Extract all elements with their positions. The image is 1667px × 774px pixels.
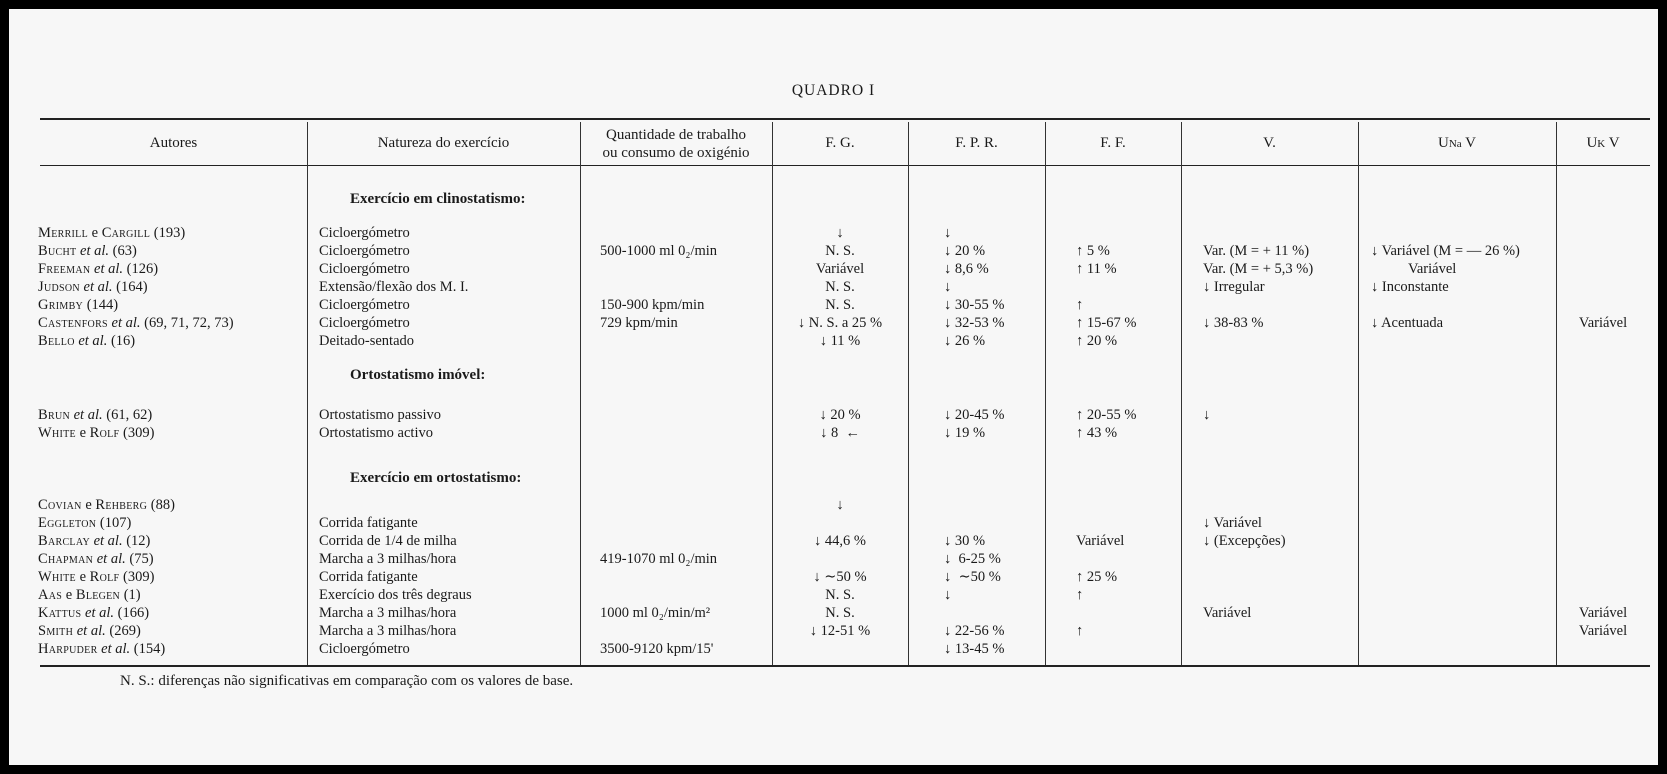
author-etal: et al.	[79, 279, 113, 295]
author-ref: (193)	[150, 225, 186, 241]
author-ref: (1)	[120, 587, 141, 603]
table-title: QUADRO I	[791, 82, 876, 99]
cell-v: ↓	[1203, 407, 1211, 423]
author-join: e	[75, 569, 90, 585]
author-cell	[38, 641, 165, 658]
author-ref: (61, 62)	[102, 407, 153, 423]
author-cell	[38, 315, 234, 332]
cell-fg: ↓ 12-51 %	[809, 623, 871, 639]
cell-una: ↓ Acentuada	[1371, 315, 1444, 331]
author-cell	[38, 407, 152, 424]
cell-uk: Variável	[1578, 315, 1628, 331]
header-autores: Autores	[149, 135, 198, 151]
cell-qty: 3500-9120 kpm/15'	[600, 641, 714, 657]
cell-fpr: ↓	[944, 279, 952, 295]
col-divider	[908, 122, 909, 665]
cell-ex: Cicloergómetro	[319, 261, 410, 277]
author-join: e	[81, 497, 96, 513]
cell-fg: ↓	[836, 225, 844, 241]
cell-v: ↓ Variável	[1203, 515, 1262, 531]
section-heading: Exercício em ortostatismo:	[350, 470, 522, 486]
cell-ff: ↑ 25 %	[1076, 569, 1118, 585]
cell-fpr: ↓ 26 %	[944, 333, 986, 349]
cell-fg: ↓	[836, 497, 844, 513]
author-join: e	[62, 587, 76, 603]
cell-fpr: ↓ 13-45 %	[944, 641, 1005, 657]
author-cell	[38, 225, 185, 242]
author-etal: et al.	[93, 551, 126, 567]
header-quantidade-line1: Quantidade de trabalho	[606, 127, 746, 143]
cell-fg: ↓ 11 %	[819, 333, 861, 349]
cell-fpr: ↓ 22-56 %	[944, 623, 1005, 639]
author-name: Bucht	[38, 243, 77, 259]
cell-fpr: ↓	[944, 587, 952, 603]
author-join: e	[88, 225, 102, 241]
author-cell	[38, 279, 148, 296]
cell-ff: ↑ 5 %	[1076, 243, 1110, 259]
author-cell	[38, 569, 154, 586]
cell-ex: Cicloergómetro	[319, 297, 410, 313]
bottom-rule	[40, 665, 1650, 667]
author-ref: (12)	[122, 533, 151, 549]
cell-fpr: ↓ 19 %	[944, 425, 986, 441]
cell-ex: Exercício dos três degraus	[319, 587, 472, 603]
author-ref: (16)	[107, 333, 136, 349]
author-etal: et al.	[97, 641, 131, 657]
cell-v: ↓ Irregular	[1203, 279, 1265, 295]
author-cell	[38, 297, 118, 314]
cell-ff: ↑ 15-67 %	[1076, 315, 1137, 331]
cell-qty: 729 kpm/min	[600, 315, 678, 331]
header-v: V.	[1263, 135, 1276, 151]
author-etal: et al.	[76, 243, 110, 259]
cell-fg: ↓ 8 ←	[820, 425, 860, 441]
author-cell	[38, 533, 150, 550]
cell-fg: N. S.	[825, 297, 855, 313]
cell-ex: Corrida fatigante	[319, 515, 418, 531]
cell-qty: 150-900 kpm/min	[600, 297, 705, 313]
author-name2: Rehberg	[95, 497, 148, 513]
cell-uk: Variável	[1578, 623, 1628, 639]
author-etal: et al.	[89, 533, 123, 549]
author-cell	[38, 333, 135, 350]
author-cell	[38, 623, 141, 640]
cell-v: Var. (M = + 5,3 %)	[1203, 261, 1314, 277]
cell-ex: Corrida fatigante	[319, 569, 418, 585]
section-heading: Ortostatismo imóvel:	[350, 367, 486, 383]
cell-ff: ↑ 11 %	[1076, 261, 1117, 277]
col-divider	[580, 122, 581, 665]
cell-fpr: ↓ 30 %	[944, 533, 986, 549]
author-cell	[38, 551, 154, 568]
cell-ex: Corrida de 1/4 de milha	[319, 533, 457, 549]
author-name: Grimby	[38, 297, 84, 313]
author-etal: et al.	[90, 261, 124, 277]
author-name: Freeman	[38, 261, 91, 277]
header-ff: F. F.	[1100, 135, 1126, 151]
header-natureza: Natureza do exercício	[377, 135, 510, 151]
cell-ff: ↑	[1076, 587, 1084, 603]
author-ref: (88)	[147, 497, 175, 513]
author-ref: (107)	[96, 515, 132, 531]
author-ref: (154)	[130, 641, 166, 657]
col-divider	[1358, 122, 1359, 665]
cell-fg: N. S.	[825, 605, 855, 621]
cell-fg: ↓ 44,6 %	[814, 533, 866, 549]
author-ref: (164)	[112, 279, 148, 295]
author-ref: (69, 71, 72, 73)	[140, 315, 234, 331]
author-join: e	[75, 425, 90, 441]
cell-fg: N. S.	[825, 243, 855, 259]
cell-fpr: ↓ 20 %	[944, 243, 986, 259]
cell-ff: ↑	[1076, 623, 1084, 639]
author-cell	[38, 261, 158, 278]
author-cell	[38, 243, 137, 260]
author-name: White	[38, 425, 76, 441]
cell-fpr: ↓ 32-53 %	[944, 315, 1005, 331]
cell-fpr: ↓ 6-25 %	[944, 551, 1001, 567]
cell-fg: ↓ N. S. a 25 %	[797, 315, 883, 331]
author-name: Smith	[38, 623, 74, 639]
author-cell	[38, 425, 154, 442]
author-ref: (144)	[83, 297, 119, 313]
author-ref: (309)	[119, 569, 155, 585]
author-name: Judson	[38, 279, 80, 295]
cell-fg: Variável	[815, 261, 865, 277]
author-name: Barclay	[38, 533, 90, 549]
author-etal: et al.	[74, 333, 108, 349]
col-divider	[1181, 122, 1182, 665]
author-name: Brun	[38, 407, 70, 423]
author-etal: et al.	[73, 623, 106, 639]
author-cell	[38, 605, 149, 622]
author-name: Eggleton	[38, 515, 97, 531]
author-name: Castenfors	[38, 315, 108, 331]
author-etal: et al.	[81, 605, 115, 621]
cell-fg: ↓ 20 %	[819, 407, 861, 423]
header-fpr: F. P. R.	[955, 135, 998, 151]
author-name2: Rolf	[89, 425, 120, 441]
cell-ex: Cicloergómetro	[319, 225, 410, 241]
header-una-v: UNa V	[1438, 135, 1476, 151]
cell-una: ↓ Variável (M = — 26 %)	[1371, 243, 1520, 259]
author-name2: Cargill	[101, 225, 151, 241]
author-etal: et al.	[107, 315, 141, 331]
author-name: Kattus	[38, 605, 82, 621]
header-uk-v: UK V	[1586, 135, 1620, 151]
author-ref: (63)	[109, 243, 137, 259]
author-name: White	[38, 569, 76, 585]
author-ref: (75)	[125, 551, 154, 567]
header-fg: F. G.	[825, 135, 855, 151]
cell-v: ↓ (Excepções)	[1203, 533, 1286, 549]
document-page	[9, 9, 1658, 765]
author-cell	[38, 515, 131, 532]
cell-uk: Variável	[1578, 605, 1628, 621]
author-etal: et al.	[70, 407, 103, 423]
col-divider	[1045, 122, 1046, 665]
author-ref: (309)	[119, 425, 155, 441]
footnote: N. S.: diferenças não significativas em comparação com os valores de base.	[120, 673, 574, 689]
author-ref: (269)	[105, 623, 141, 639]
top-rule	[40, 118, 1650, 120]
section-heading: Exercício em clinostatismo:	[350, 191, 526, 207]
cell-qty: 419-1070 ml 0₂/min	[600, 551, 718, 567]
author-cell	[38, 587, 141, 604]
cell-fg: N. S.	[825, 279, 855, 295]
cell-ex: Marcha a 3 milhas/hora	[319, 623, 457, 639]
cell-ff: ↑ 43 %	[1076, 425, 1118, 441]
cell-v: ↓ 38-83 %	[1203, 315, 1264, 331]
cell-ex: Extensão/flexão dos M. I.	[319, 279, 469, 295]
cell-ex: Marcha a 3 milhas/hora	[319, 551, 457, 567]
cell-fpr: ↓ 8,6 %	[944, 261, 989, 277]
header-rule	[40, 165, 1650, 166]
author-name: Harpuder	[38, 641, 98, 657]
cell-ff: ↑	[1076, 297, 1084, 313]
cell-ff: Variável	[1076, 533, 1125, 549]
author-name2: Rolf	[89, 569, 120, 585]
author-name: Chapman	[38, 551, 94, 567]
cell-ff: ↑ 20 %	[1076, 333, 1118, 349]
col-divider	[307, 122, 308, 665]
cell-ex: Ortostatismo passivo	[319, 407, 442, 423]
cell-qty: 1000 ml 0₂/min/m²	[600, 605, 711, 621]
author-name: Bello	[38, 333, 75, 349]
cell-fpr: ↓ 30-55 %	[944, 297, 1005, 313]
cell-fg: N. S.	[825, 587, 855, 603]
author-name: Aas	[38, 587, 63, 603]
cell-ex: Deitado-sentado	[319, 333, 415, 349]
author-ref: (166)	[114, 605, 150, 621]
cell-fg: ↓ ∼50 %	[813, 569, 867, 585]
cell-fpr: ↓ 20-45 %	[944, 407, 1005, 423]
cell-v: Variável	[1203, 605, 1252, 621]
cell-una: Variável	[1408, 261, 1457, 277]
header-quantidade-line2: ou consumo de oxigénio	[602, 145, 750, 161]
cell-ex: Marcha a 3 milhas/hora	[319, 605, 457, 621]
cell-fpr: ↓	[944, 225, 952, 241]
cell-ex: Cicloergómetro	[319, 315, 410, 331]
col-divider	[1556, 122, 1557, 665]
cell-v: Var. (M = + 11 %)	[1203, 243, 1310, 259]
author-name: Merrill	[38, 225, 88, 241]
cell-ff: ↑ 20-55 %	[1076, 407, 1137, 423]
cell-ex: Ortostatismo activo	[319, 425, 433, 441]
cell-ex: Cicloergómetro	[319, 641, 410, 657]
author-ref: (126)	[123, 261, 159, 277]
cell-ex: Cicloergómetro	[319, 243, 410, 259]
author-name2: Blegen	[75, 587, 121, 603]
author-cell	[38, 497, 175, 514]
author-name: Covian	[38, 497, 82, 513]
cell-una: ↓ Inconstante	[1371, 279, 1449, 295]
cell-qty: 500-1000 ml 0₂/min	[600, 243, 718, 259]
cell-fpr: ↓ ∼50 %	[944, 569, 1001, 585]
